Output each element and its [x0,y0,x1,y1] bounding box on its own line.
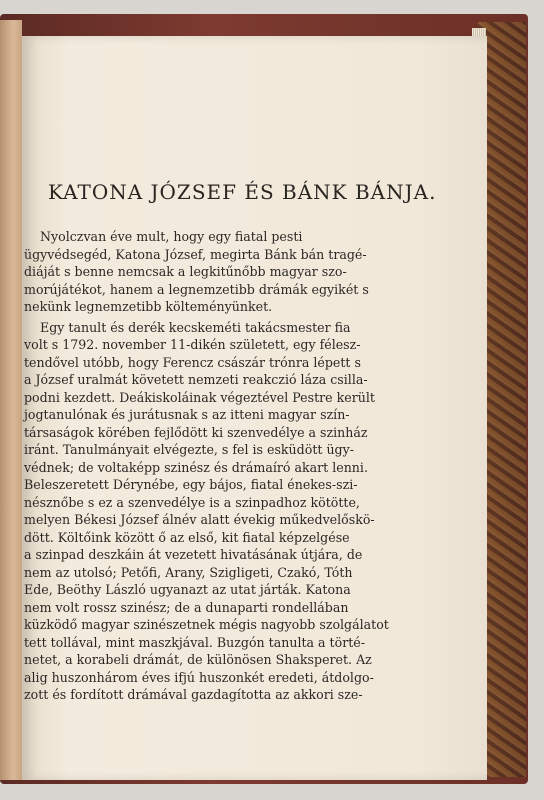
text-line: küzködő magyar szinészetnek mégis nagyobb szolgálatot [24,617,389,632]
text-line: nésznőbe s ez a szenvedélye is a szinpadhoz kötötte, [24,494,360,510]
text-line: Egy tanult és derék kecskeméti takácsmester fia [24,319,351,335]
text-line: zott és fordított drámával gazdagította az akkori sze- [24,687,363,702]
text-line: iránt. Tanulmányait elvégezte, s fel is esküdött ügy- [24,442,354,457]
text-line: tendővel utóbb, hogy Ferencz császár trónra lépett s [24,354,361,370]
text-line: dött. Költőink között ő az első, kit fiatal képzelgése [24,529,350,545]
text-line: ügyvédsegéd, Katona József, megirta Bánk bán tragé- [24,246,367,262]
text-line: Beleszeretett Dérynébe, egy bájos, fiatal énekes-szi- [24,477,358,492]
text-line: volt s 1792. november 11-dikén született, egy félesz- [24,337,361,352]
text-line: diáját s benne nemcsak a legkitűnőbb magyar szo- [24,264,347,279]
body-text [24,228,464,704]
text-line: nekünk legnemzetibb költeményünket. [24,299,273,314]
text-line: társaságok körében fejlődött ki szenvedélye a szinház [24,424,368,440]
text-line: védnek; de voltaképp szinész és drámaíró akart lenni. [24,459,368,475]
text-line: a szinpad deszkáin át vezetett hivatásának útjára, de [24,547,363,562]
text-line: Nyolczvan éve mult, hogy egy fiatal pesti [24,229,303,244]
text-line: alig huszonhárom éves ifjú huszonkét eredeti, átdolgo- [24,669,374,685]
text-line: jogtanulónak és jurátusnak s az itteni magyar szín- [24,407,350,422]
text-line: tett tollával, mint maszkjával. Buzgón tanulta a törté- [24,634,365,650]
text-line: morújátékot, hanem a legnemzetibb drámák egyikét s [24,281,369,297]
text-line: a József uralmát követett nemzeti reakczió láza csilla- [24,372,368,387]
text-line: nem volt rossz szinész; de a dunaparti rondellában [24,599,349,615]
book-gutter [0,20,22,780]
text-line: Ede, Beöthy László ugyanazt az utat járták. Katona [24,582,351,597]
chapter-title: KATONA JÓZSEF ÉS BÁNK BÁNJA. [48,180,437,204]
text-line: podni kezdett. Deákiskoláinak végeztével Pestre került [24,389,375,405]
text-line: netet, a korabeli drámát, de különösen Shaksperet. Az [24,652,372,667]
text-line: nem az utolsó; Petőfi, Arany, Szigligeti, Czakó, Tóth [24,564,353,580]
text-line: melyen Békesi József álnév alatt évekig műkedvelőskö- [24,512,375,527]
